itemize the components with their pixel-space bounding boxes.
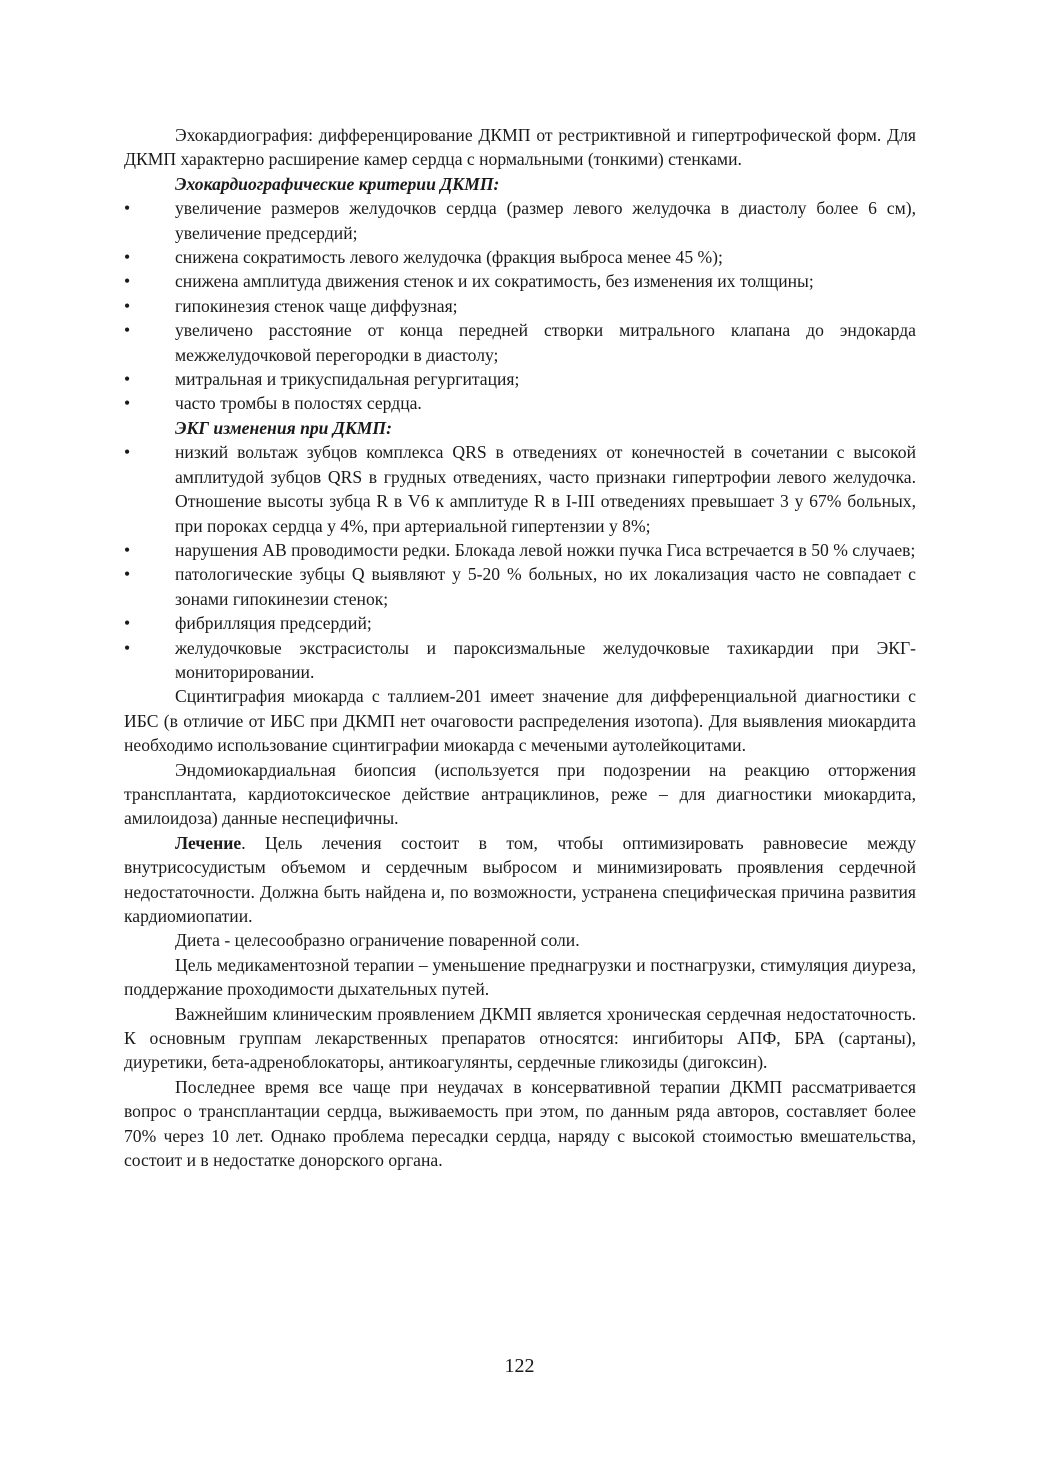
bullet-icon: • [124,393,131,414]
intro-paragraph: Эхокардиография: дифференцирование ДКМП от рестриктивной и гипертрофической форм. Для ДКМП характерно расширение камер сердца с нормальными (тонкими) стенками. [124,125,916,170]
bullet-icon: • [124,369,131,390]
treatment-label: Лечение [175,832,242,853]
list-item [124,269,916,293]
list-item [124,611,916,635]
transplant-paragraph: Последнее время все чаще при неудачах в консервативной терапии ДКМП рассматривается вопрос о трансплантации сердца, выживаемость при этом, по данным ряда авторов, составляет более 70% через 10 лет. Однако проблема пересадки сердца, наряду с высокой стоимостью вмешательства, состоит и в недостатке донорского органа. [124,1076,916,1171]
bullet-icon: • [124,613,131,634]
echo-criteria-heading: Эхокардиографические критерии ДКМП: [175,173,500,194]
list-item [124,245,916,269]
bullet-icon: • [124,295,131,316]
clinical-paragraph: Важнейшим клиническим проявлением ДКМП является хроническая сердечная недостаточность. К основным группам лекарственных препаратов относятся: ингибиторы АПФ, БРА (сартаны), диуретики, бета-адреноблокаторы, антикоагулянты, сердечные гликозиды (дигоксин). [124,1003,916,1073]
list-item-text: нарушения АВ проводимости редки. Блокада левой ножки пучка Гиса встречается в 50 % случаев; [175,539,916,560]
list-item-text: митральная и трикуспидальная регургитация; [175,369,520,390]
bullet-icon: • [124,564,131,585]
list-item-text: желудочковые экстрасистолы и пароксизмальные желудочковые тахикардии при ЭКГ-мониторировании. [175,637,916,682]
bullet-icon: • [124,442,131,463]
list-item-text: увеличение размеров желудочков сердца (размер левого желудочка в диастолу более 6 см), увеличение предсердий; [175,198,916,243]
list-item [124,318,916,367]
ecg-changes-list [124,440,916,684]
bullet-icon: • [124,539,131,560]
list-item [124,294,916,318]
drug-therapy-paragraph: Цель медикаментозной терапии – уменьшение преднагрузки и постнагрузки, стимуляция диуреза, поддержание проходимости дыхательных путей. [124,954,916,1000]
treatment-paragraph [124,831,916,929]
diet-paragraph: Диета - целесообразно ограничение поваренной соли. [175,930,580,951]
list-item-text: увеличено расстояние от конца передней створки митрального клапана до эндокарда межжелудочковой перегородки в диастолу; [175,320,916,365]
echo-criteria-list [124,196,916,416]
ecg-changes-heading: ЭКГ изменения при ДКМП: [175,417,392,438]
list-item [124,636,916,685]
list-item-text: гипокинезия стенок чаще диффузная; [175,295,458,316]
page-body [124,123,916,1172]
list-item-text: низкий вольтаж зубцов комплекса QRS в отведениях от конечностей в сочетании с высокой амплитудой зубцов QRS в грудных отведениях, часто признаки гипертрофии левого желудочка. Отношение высоты зубца R в V6 к амплитуде R в I-III отведениях превышает 3 у 67% больных, при пороках сердца у 4%, при артериальной гипертензии у 8%; [175,442,916,536]
list-item [124,196,916,245]
bullet-icon: • [124,320,131,341]
page-number: 122 [504,1355,535,1377]
bullet-icon: • [124,198,131,219]
biopsy-paragraph: Эндомиокардиальная биопсия (используется при подозрении на реакцию отторжения трансплантата, кардиотоксическое действие антрациклинов, реже – для диагностики миокардита, амилоидоза) данные неспецифичны. [124,759,916,829]
list-item [124,367,916,391]
list-item [124,538,916,562]
list-item-text: снижена сократимость левого желудочка (фракция выброса менее 45 %); [175,247,723,268]
bullet-icon: • [124,271,131,292]
list-item-text: фибрилляция предсердий; [175,613,372,634]
treatment-text: . Цель лечения состоит в том, чтобы оптимизировать равновесие между внутрисосудистым объемом и сердечным выбросом и минимизировать проявления сердечной недостаточности. Должна быть найдена и, по возможности, устранена специфическая причина развития кардиомиопатии. [124,832,916,926]
list-item-text: снижена амплитуда движения стенок и их сократимость, без изменения их толщины; [175,271,814,292]
bullet-icon: • [124,637,131,658]
scintigraphy-paragraph: Сцинтиграфия миокарда с таллием-201 имеет значение для дифференциальной диагностики с ИБС (в отличие от ИБС при ДКМП нет очаговости распределения изотопа). Для выявления миокардита необходимо использование сцинтиграфии миокарда с мечеными аутолейкоцитами. [124,686,916,756]
list-item-text: часто тромбы в полостях сердца. [175,393,422,414]
list-item [124,391,916,415]
list-item-text: патологические зубцы Q выявляют у 5-20 % больных, но их локализация часто не совпадает с зонами гипокинезии стенок; [175,564,916,609]
list-item [124,562,916,611]
list-item [124,440,916,538]
bullet-icon: • [124,247,131,268]
